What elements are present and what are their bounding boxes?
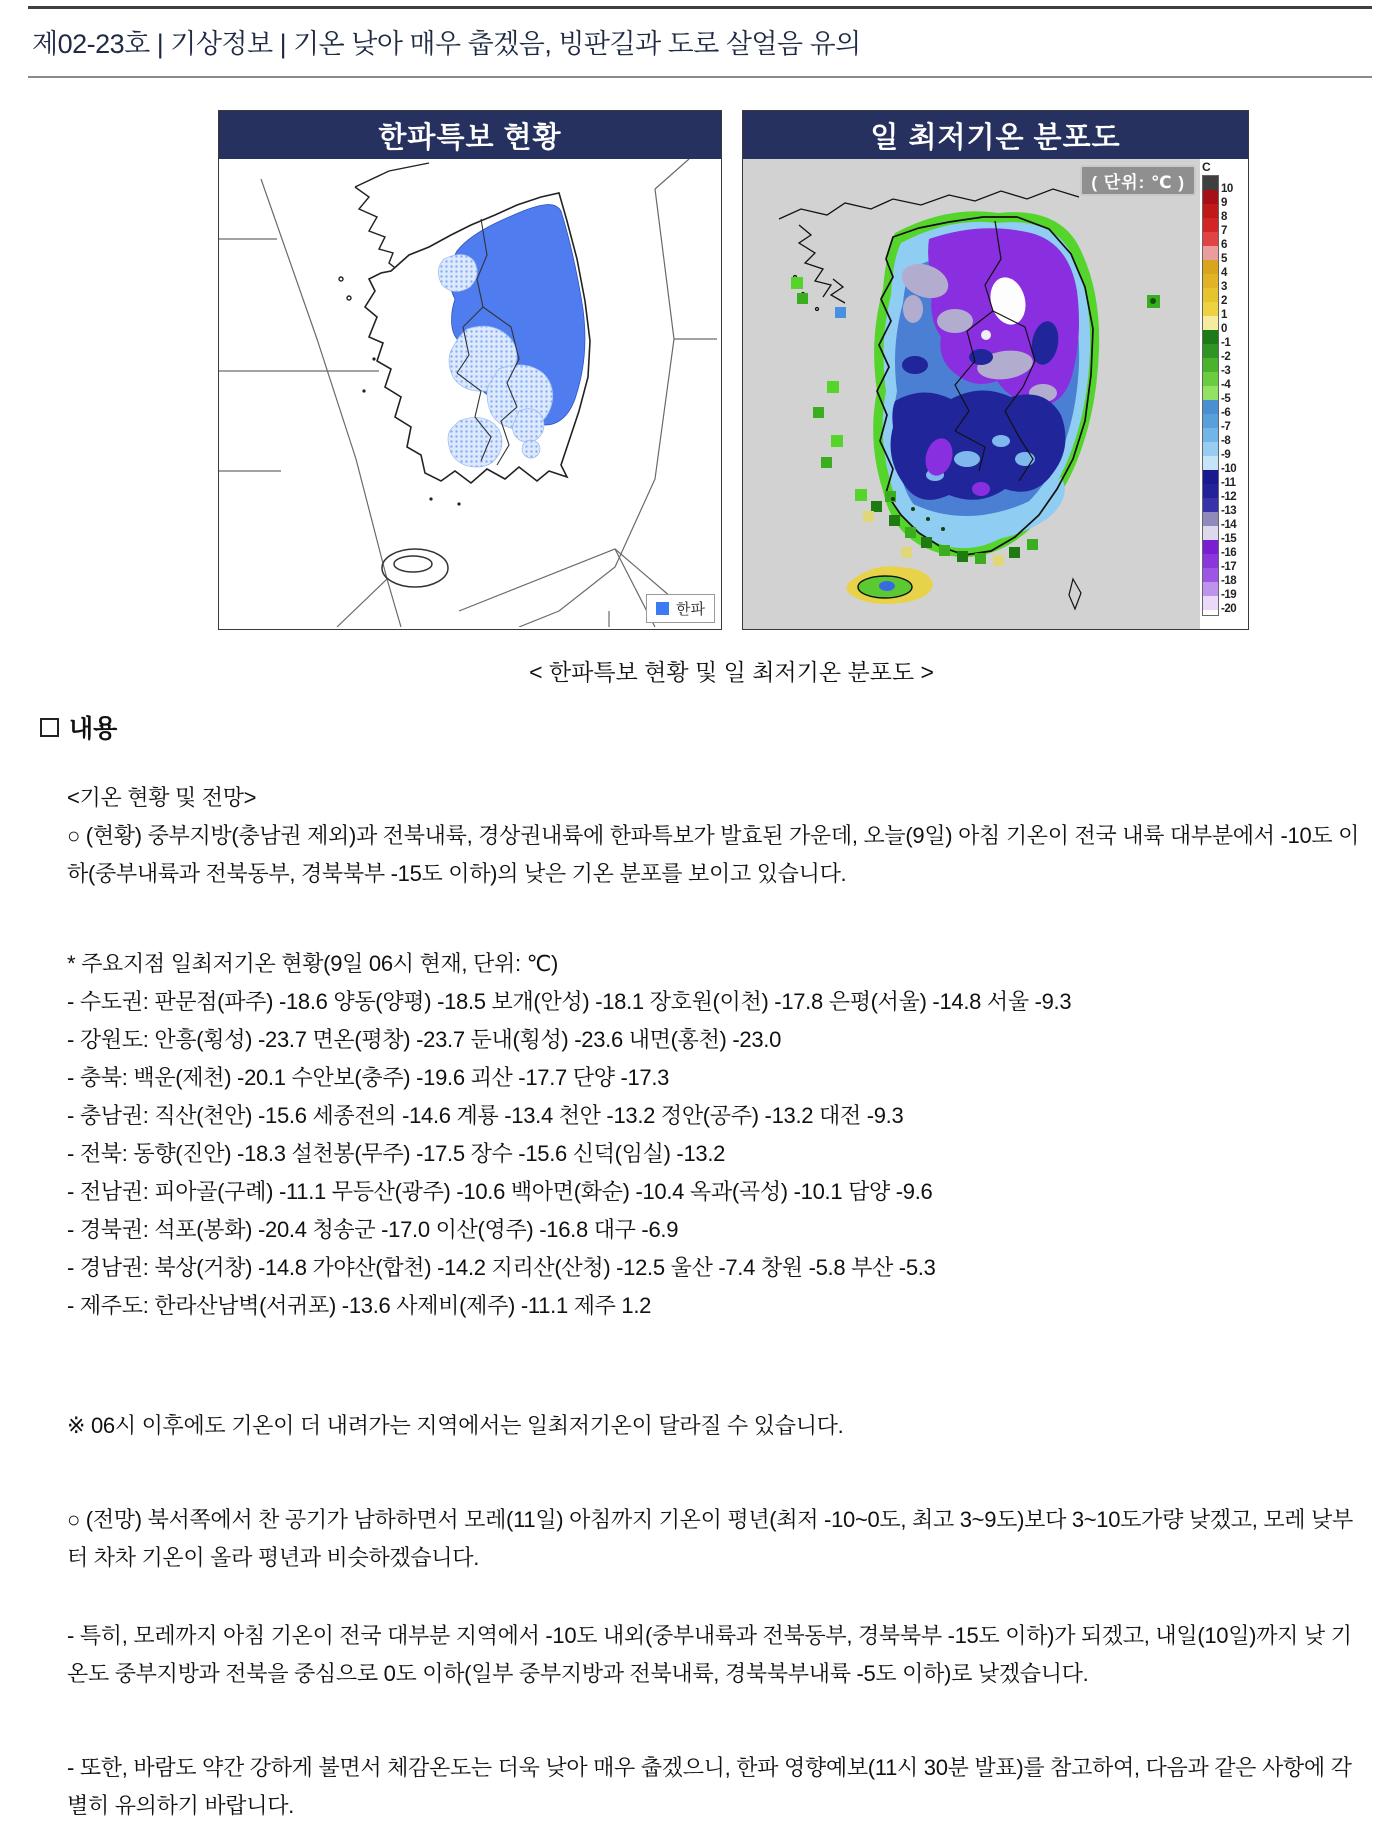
colorbar-tick-label: 8 [1221,211,1227,223]
cold-wave-legend-label: 한파 [676,601,705,618]
colorbar-tick-label: 3 [1221,281,1227,293]
colorbar-tick-label: -8 [1221,435,1231,447]
colorbar-tick-label: -16 [1221,547,1237,559]
colorbar-segment [1203,456,1218,470]
jeju-island [382,549,448,587]
paragraph-note: ※ 06시 이후에도 기온이 더 내려가는 지역에서는 일최저기온이 달라질 수 있습니다. [67,1413,844,1438]
colorbar-segment [1203,232,1218,246]
cold-wave-map [218,110,722,630]
colorbar-tick-label: -3 [1221,365,1231,377]
cold-wave-map-body [219,159,721,629]
paragraph-status: ○ (현황) 중부지방(충남권 제외)과 전북내륙, 경상권내륙에 한파특보가 발효된 가운데, 오늘(9일) 아침 기온이 전국 내륙 대부분에서 -10도 이하(중부내륙과 전북동부, 경북북부 -15도 이하)의 낮은 기온 분포를 보이고 있습니다. [67,823,1360,886]
title-bar [28,6,1372,78]
colorbar-tick-label: 6 [1221,239,1227,251]
paragraph-station_gyeongbuk: - 경북권: 석포(봉화) -20.4 청송군 -17.0 이산(영주) -16.8 대구 -6.9 [67,1217,679,1242]
min-temp-map [742,110,1249,630]
colorbar-segment [1203,414,1218,428]
min-temp-map-body [743,159,1248,629]
colorbar-column [1200,159,1248,629]
colorbar-segment [1203,526,1218,540]
colorbar-tick-label: 7 [1221,225,1227,237]
colorbar-segment [1203,582,1218,596]
content-blocks [67,817,1360,1825]
colorbar-tick-label: -12 [1221,491,1237,503]
maps-row [218,110,1400,630]
colorbar-segment [1203,316,1218,330]
colorbar-segment [1203,386,1218,400]
colorbar-tick-label: -1 [1221,337,1231,349]
paragraph-wind_advice: - 또한, 바람도 약간 강하게 불면서 체감온도는 더욱 낮아 매우 춥겠으니, 한파 영향예보(11시 30분 발표)를 참고하여, 다음과 같은 사항에 각별히 유의하기 바랍니다. [67,1755,1352,1818]
cold-wave-map-title: 한파특보 현황 [219,111,721,159]
paragraph-station_chungbuk: - 충북: 백운(제천) -20.1 수안보(충주) -19.6 괴산 -17.7 단양 -17.3 [67,1065,670,1090]
colorbar-tick-label: 2 [1221,295,1227,307]
colorbar-tick-label: 1 [1221,309,1227,321]
cold-wave-map-graphic [219,159,717,627]
colorbar-tick-label: -13 [1221,505,1237,517]
colorbar-tick-label: -15 [1221,533,1237,545]
page-title: 제02-23호 | 기상정보 | 기온 낮아 매우 춥겠음, 빙판길과 도로 살얼음 유의 [32,29,861,59]
colorbar-segment [1203,470,1218,484]
colorbar-tick-label: -2 [1221,351,1231,363]
paragraph-stations_header: * 주요지점 일최저기온 현황(9일 06시 현재, 단위: ℃) [67,951,559,976]
paragraph-station_jeju: - 제주도: 한라산남벽(서귀포) -13.6 사제비(제주) -11.1 제주 1.2 [67,1293,652,1318]
min-temp-map-area [743,159,1200,629]
colorbar-segment [1203,540,1218,554]
colorbar-tick-label: -6 [1221,407,1231,419]
colorbar [1202,175,1219,616]
colorbar-tick-label: -11 [1221,477,1236,489]
colorbar-segment [1203,400,1218,414]
colorbar-segment [1203,484,1218,498]
colorbar-tick-label: -7 [1221,421,1231,433]
colorbar-segment [1203,498,1218,512]
paragraph-station_jeonnam: - 전남권: 피아골(구례) -11.1 무등산(광주) -10.6 백아면(화순) -10.4 옥과(곡성) -10.1 담양 -9.6 [67,1179,933,1204]
colorbar-tick-label: -10 [1221,463,1237,475]
colorbar-tick-label: -19 [1221,589,1237,601]
colorbar-tick-label: 0 [1221,323,1227,335]
paragraph-outlook_detail: - 특히, 모레까지 아침 기온이 전국 대부분 지역에서 -10도 내외(중부내륙과 전북동부, 경북북부 -15도 이하)가 되겠고, 내일(10일)까지 낮 기온도 중부지방과 전북을 중심으로 0도 이하(일부 중부지방과 전북내륙, 경북북부내륙 -5도 이하)로 낮겠습니다. [67,1623,1352,1686]
colorbar-tick-label: 9 [1221,197,1227,209]
min-temp-map-title: 일 최저기온 분포도 [743,111,1248,159]
colorbar-segment [1203,568,1218,582]
cold-wave-legend-swatch-icon [656,602,669,615]
unit-badge: ( 단위: ℃ ) [1080,165,1196,196]
colorbar-segment [1203,344,1218,358]
body-text [67,779,1360,1825]
colorbar-tick-label: -17 [1221,561,1237,573]
paragraph-station_gangwon: - 강원도: 안흥(횡성) -23.7 면온(평창) -23.7 둔내(횡성) -23.6 내면(홍천) -23.0 [67,1027,782,1052]
colorbar-segment [1203,512,1218,526]
colorbar-cap [1203,176,1218,190]
colorbar-segment [1203,204,1218,218]
colorbar-segment [1203,302,1218,316]
colorbar-segment [1203,554,1218,568]
paragraph-station_chungnam: - 충남권: 직산(천안) -15.6 세종전의 -14.6 계룡 -13.4 천안 -13.2 정안(공주) -13.2 대전 -9.3 [67,1103,904,1128]
colorbar-tick-label: -14 [1221,519,1237,531]
content-heading-label: 내용 [69,715,118,743]
colorbar-tick-label: -20 [1221,603,1237,615]
colorbar-tick-label: -5 [1221,393,1231,405]
square-bullet-icon [40,718,59,737]
content-heading [40,709,1360,745]
min-temp-map-graphic [743,159,1200,629]
colorbar-segment [1203,274,1218,288]
colorbar-tick-label: 10 [1221,183,1233,195]
colorbar-segment [1203,428,1218,442]
colorbar-segment [1203,218,1218,232]
colorbar-segment [1203,442,1218,456]
paragraph-station_sudogwon: - 수도권: 판문점(파주) -18.6 양동(양평) -18.5 보개(안성) -18.1 장호원(이천) -17.8 은평(서울) -14.8 서울 -9.3 [67,989,1072,1014]
colorbar-segment [1203,288,1218,302]
colorbar-tick-label: -18 [1221,575,1237,587]
colorbar-segment [1203,190,1218,204]
colorbar-tick-label: -9 [1221,449,1231,461]
colorbar-segment [1203,330,1218,344]
paragraph-station_gyeongnam: - 경남권: 북상(거창) -14.8 가야산(합천) -14.2 지리산(산청) -12.5 울산 -7.4 창원 -5.8 부산 -5.3 [67,1255,936,1280]
colorbar-tick-label: -4 [1221,379,1231,391]
figure-caption: < 한파특보 현황 및 일 최저기온 분포도 > [529,659,934,685]
cold-wave-legend [646,594,715,623]
colorbar-segment [1203,358,1218,372]
colorbar-segment [1203,260,1218,274]
colorbar-ticks [1221,182,1236,616]
colorbar-tick-label: 5 [1221,253,1227,265]
colorbar-segment [1203,372,1218,386]
colorbar-unit-label: C [1202,160,1211,174]
colorbar-tick-label: 4 [1221,267,1227,279]
paragraph-station_jeonbuk: - 전북: 동향(진안) -18.3 설천봉(무주) -17.5 장수 -15.6 신덕(임실) -13.2 [67,1141,726,1166]
paragraph-outlook: ○ (전망) 북서쪽에서 찬 공기가 남하하면서 모레(11일) 아침까지 기온이 평년(최저 -10~0도, 최고 3~9도)보다 3~10도가량 낮겠고, 모레 낮부터 차차 기온이 올라 평년과 비슷하겠습니다. [67,1507,1353,1570]
section-subheading: <기온 현황 및 전망> [67,785,257,810]
colorbar-segment [1203,596,1218,610]
colorbar-segment [1203,246,1218,260]
content-section [40,709,1360,1825]
